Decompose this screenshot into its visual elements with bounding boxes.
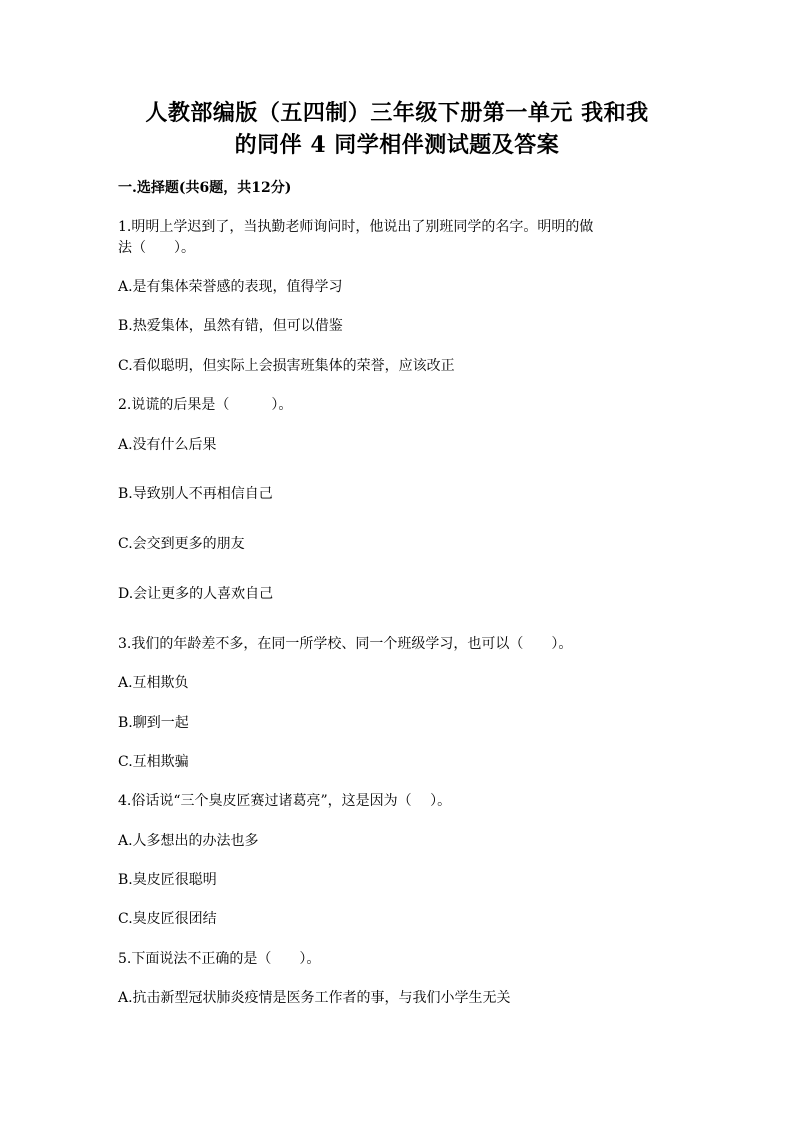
question-4-stem: 4.俗话说“三个臭皮匠赛过诸葛亮”，这是因为（ ）。 <box>118 793 452 809</box>
question-2-option-c: C.会交到更多的朋友 <box>118 536 245 552</box>
question-1-option-b: B.热爱集体，虽然有错，但可以借鉴 <box>118 318 343 334</box>
question-3-option-a: A.互相欺负 <box>118 675 189 691</box>
question-2-option-b: B.导致别人不再相信自己 <box>118 486 273 502</box>
section-heading: 一.选择题(共6题，共12分) <box>118 180 292 196</box>
question-5-option-a: A.抗击新型冠状肺炎疫情是医务工作者的事，与我们小学生无关 <box>118 990 511 1006</box>
question-2-option-a: A.没有什么后果 <box>118 437 217 453</box>
question-4-option-c: C.臭皮匠很团结 <box>118 911 217 927</box>
question-3-option-b: B.聊到一起 <box>118 715 189 731</box>
document-title-line-2: 的同伴 4 同学相伴测试题及答案 <box>234 132 560 158</box>
question-4-option-b: B.臭皮匠很聪明 <box>118 872 217 888</box>
question-3-option-c: C.互相欺骗 <box>118 754 189 770</box>
question-2-stem: 2.说谎的后果是（ ）。 <box>118 397 293 413</box>
question-5-stem: 5.下面说法不正确的是（ ）。 <box>118 951 321 967</box>
question-4-option-a: A.人多想出的办法也多 <box>118 833 259 849</box>
question-2-option-d: D.会让更多的人喜欢自己 <box>118 586 274 602</box>
question-1-option-c: C.看似聪明，但实际上会损害班集体的荣誉，应该改正 <box>118 358 455 374</box>
question-3-stem: 3.我们的年龄差不多，在同一所学校、同一个班级学习，也可以（ ）。 <box>118 636 573 652</box>
question-1-stem-line-2: 法（ ）。 <box>118 240 195 256</box>
question-1-stem-line-1: 1.明明上学迟到了，当执勤老师询问时，他说出了别班同学的名字。明明的做 <box>118 219 594 235</box>
document-title-line-1: 人教部编版（五四制）三年级下册第一单元 我和我 <box>145 100 649 126</box>
question-1-option-a: A.是有集体荣誉感的表现，值得学习 <box>118 279 343 295</box>
